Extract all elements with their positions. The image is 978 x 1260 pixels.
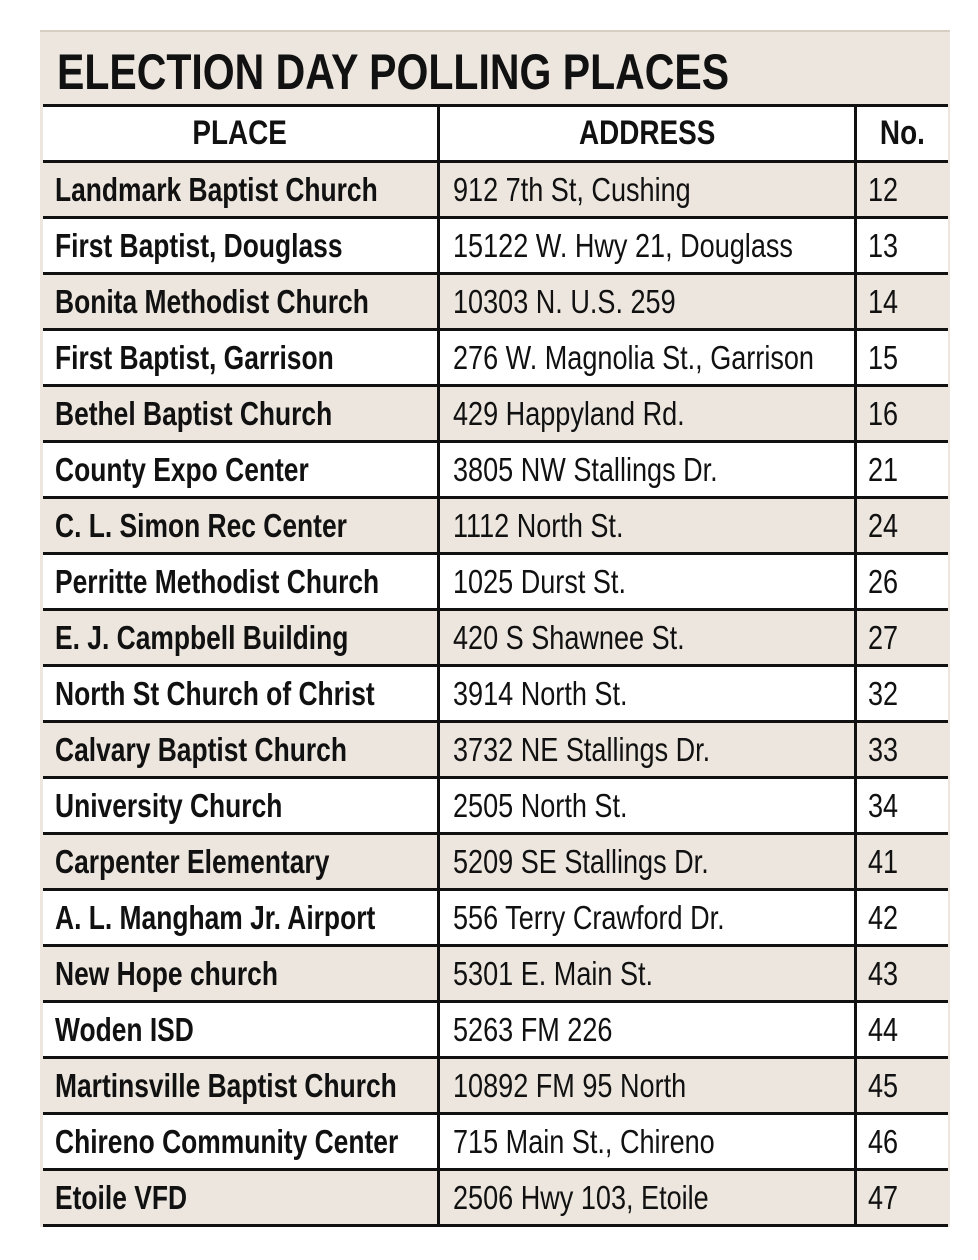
header-address: [437, 107, 854, 160]
number-cell: [854, 555, 948, 608]
table-row: [43, 219, 948, 275]
number-cell: [854, 1115, 948, 1168]
precinct-number: 26: [868, 562, 899, 600]
place-name: Bethel Baptist Church: [55, 394, 333, 432]
place-address: 3914 North St.: [453, 674, 628, 712]
address-cell: [437, 163, 854, 216]
page-title: ELECTION DAY POLLING PLACES: [57, 44, 730, 100]
place-name: Etoile VFD: [55, 1178, 188, 1216]
place-address: 5301 E. Main St.: [453, 954, 654, 992]
address-cell: [437, 1003, 854, 1056]
address-cell: [437, 443, 854, 496]
place-address: 276 W. Magnolia St., Garrison: [453, 338, 814, 376]
place-cell: [43, 1059, 437, 1112]
header-place-label: PLACE: [192, 114, 288, 152]
number-cell: [854, 499, 948, 552]
place-name: Bonita Methodist Church: [55, 282, 369, 320]
precinct-number: 46: [868, 1122, 899, 1160]
precinct-number: 44: [868, 1010, 899, 1048]
place-cell: [43, 947, 437, 1000]
number-cell: [854, 387, 948, 440]
address-cell: [437, 835, 854, 888]
place-cell: [43, 499, 437, 552]
place-name: Chireno Community Center: [55, 1122, 399, 1160]
place-cell: [43, 331, 437, 384]
place-address: 5263 FM 226: [453, 1010, 613, 1048]
table-row: [43, 835, 948, 891]
place-name: University Church: [55, 786, 283, 824]
number-cell: [854, 947, 948, 1000]
place-name: C. L. Simon Rec Center: [55, 506, 347, 544]
polling-places-panel: [40, 30, 950, 1227]
address-cell: [437, 275, 854, 328]
table-row: [43, 667, 948, 723]
place-name: County Expo Center: [55, 450, 309, 488]
place-address: 912 7th St, Cushing: [453, 170, 691, 208]
place-cell: [43, 1171, 437, 1224]
place-cell: [43, 555, 437, 608]
table-row: [43, 1059, 948, 1115]
number-cell: [854, 275, 948, 328]
header-number-label: No.: [880, 114, 925, 152]
address-cell: [437, 1115, 854, 1168]
place-name: Martinsville Baptist Church: [55, 1066, 397, 1104]
place-cell: [43, 443, 437, 496]
number-cell: [854, 723, 948, 776]
number-cell: [854, 779, 948, 832]
address-cell: [437, 1059, 854, 1112]
table-row: [43, 611, 948, 667]
place-cell: [43, 163, 437, 216]
place-cell: [43, 219, 437, 272]
table-row: [43, 891, 948, 947]
place-address: 15122 W. Hwy 21, Douglass: [453, 226, 793, 264]
table-row: [43, 1003, 948, 1059]
precinct-number: 43: [868, 954, 899, 992]
table-row: [43, 387, 948, 443]
table-row: [43, 1115, 948, 1171]
number-cell: [854, 891, 948, 944]
header-number: [854, 107, 948, 160]
header-place: [43, 107, 437, 160]
place-cell: [43, 1003, 437, 1056]
precinct-number: 45: [868, 1066, 899, 1104]
place-name: Woden ISD: [55, 1010, 194, 1048]
place-cell: [43, 275, 437, 328]
place-cell: [43, 1115, 437, 1168]
place-name: New Hope church: [55, 954, 278, 992]
place-address: 10303 N. U.S. 259: [453, 282, 676, 320]
number-cell: [854, 443, 948, 496]
precinct-number: 42: [868, 898, 899, 936]
number-cell: [854, 667, 948, 720]
number-cell: [854, 1059, 948, 1112]
precinct-number: 16: [868, 394, 899, 432]
precinct-number: 24: [868, 506, 899, 544]
place-name: A. L. Mangham Jr. Airport: [55, 898, 376, 936]
precinct-number: 47: [868, 1178, 899, 1216]
precinct-number: 32: [868, 674, 899, 712]
place-address: 10892 FM 95 North: [453, 1066, 687, 1104]
place-address: 1025 Durst St.: [453, 562, 626, 600]
place-cell: [43, 779, 437, 832]
table-header-row: [43, 104, 948, 163]
address-cell: [437, 499, 854, 552]
place-cell: [43, 611, 437, 664]
table-row: [43, 443, 948, 499]
place-address: 2506 Hwy 103, Etoile: [453, 1178, 709, 1216]
header-address-label: ADDRESS: [578, 114, 716, 152]
precinct-number: 33: [868, 730, 899, 768]
place-cell: [43, 835, 437, 888]
number-cell: [854, 611, 948, 664]
table-row: [43, 947, 948, 1003]
place-name: Landmark Baptist Church: [55, 170, 378, 208]
place-name: First Baptist, Douglass: [55, 226, 343, 264]
precinct-number: 12: [868, 170, 899, 208]
precinct-number: 13: [868, 226, 899, 264]
address-cell: [437, 891, 854, 944]
place-address: 3805 NW Stallings Dr.: [453, 450, 718, 488]
address-cell: [437, 331, 854, 384]
polling-places-table: [43, 104, 948, 1227]
precinct-number: 14: [868, 282, 899, 320]
precinct-number: 34: [868, 786, 899, 824]
precinct-number: 41: [868, 842, 899, 880]
table-row: [43, 163, 948, 219]
place-address: 556 Terry Crawford Dr.: [453, 898, 725, 936]
address-cell: [437, 555, 854, 608]
place-cell: [43, 387, 437, 440]
table-row: [43, 779, 948, 835]
number-cell: [854, 331, 948, 384]
place-address: 429 Happyland Rd.: [453, 394, 685, 432]
place-name: North St Church of Christ: [55, 674, 375, 712]
place-cell: [43, 891, 437, 944]
address-cell: [437, 387, 854, 440]
address-cell: [437, 1171, 854, 1224]
address-cell: [437, 667, 854, 720]
place-name: Perritte Methodist Church: [55, 562, 380, 600]
address-cell: [437, 779, 854, 832]
precinct-number: 21: [868, 450, 899, 488]
place-address: 1112 North St.: [453, 506, 624, 544]
table-row: [43, 555, 948, 611]
place-cell: [43, 667, 437, 720]
address-cell: [437, 611, 854, 664]
place-address: 2505 North St.: [453, 786, 628, 824]
precinct-number: 15: [868, 338, 899, 376]
address-cell: [437, 723, 854, 776]
table-row: [43, 275, 948, 331]
place-address: 715 Main St., Chireno: [453, 1122, 715, 1160]
place-name: E. J. Campbell Building: [55, 618, 349, 656]
table-row: [43, 1171, 948, 1227]
place-address: 5209 SE Stallings Dr.: [453, 842, 709, 880]
table-row: [43, 331, 948, 387]
address-cell: [437, 947, 854, 1000]
precinct-number: 27: [868, 618, 899, 656]
place-name: First Baptist, Garrison: [55, 338, 334, 376]
table-row: [43, 499, 948, 555]
number-cell: [854, 1003, 948, 1056]
number-cell: [854, 163, 948, 216]
address-cell: [437, 219, 854, 272]
number-cell: [854, 1171, 948, 1224]
place-name: Carpenter Elementary: [55, 842, 330, 880]
number-cell: [854, 835, 948, 888]
place-address: 3732 NE Stallings Dr.: [453, 730, 711, 768]
table-row: [43, 723, 948, 779]
number-cell: [854, 219, 948, 272]
place-name: Calvary Baptist Church: [55, 730, 347, 768]
place-cell: [43, 723, 437, 776]
place-address: 420 S Shawnee St.: [453, 618, 685, 656]
